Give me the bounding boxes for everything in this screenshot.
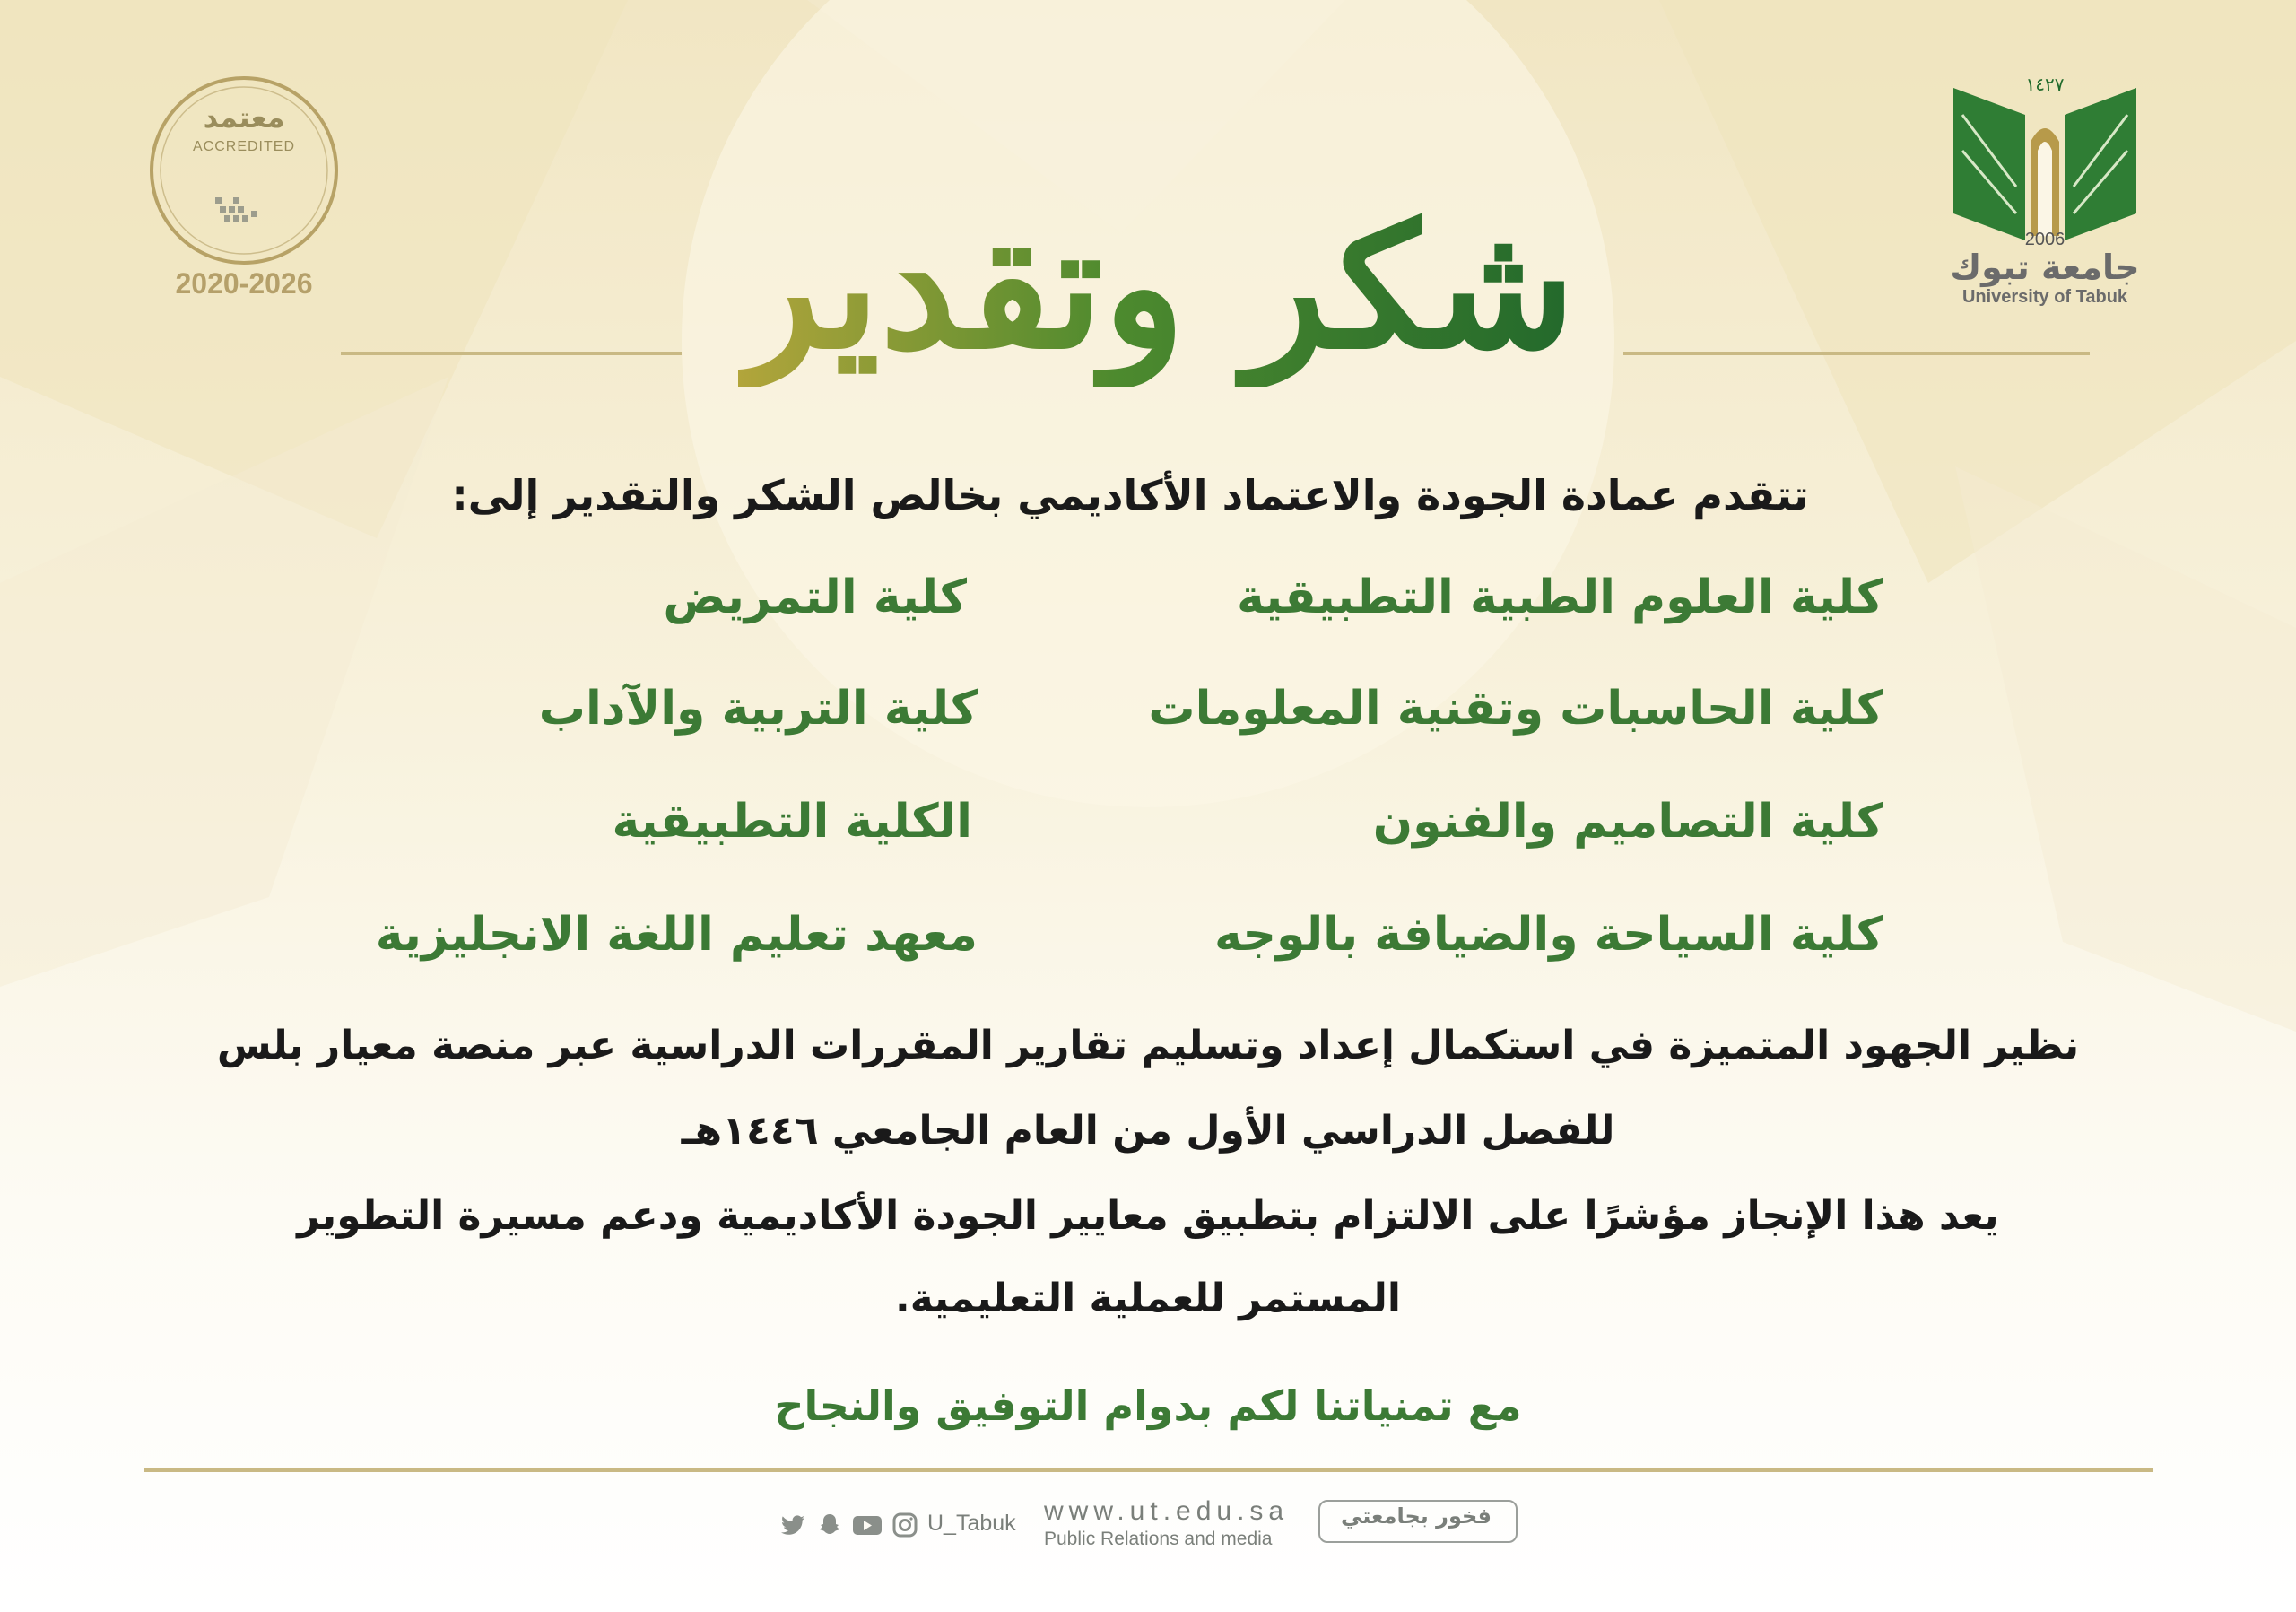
accreditation-label-en: ACCREDITED (192, 139, 295, 154)
footer-divider (144, 1468, 2152, 1472)
title-divider-left (341, 352, 682, 355)
college-item: الكلية التطبيقية (612, 795, 972, 849)
university-logo-emblem (1953, 79, 2136, 240)
college-item: كلية الحاسبات وتقنية المعلومات (1148, 682, 1883, 736)
body-line: المستمر للعملية التعليمية. (895, 1276, 1401, 1321)
department-label: Public Relations and media (1044, 1529, 1273, 1549)
university-year: 2006 (2024, 230, 2066, 249)
title-divider-right (1623, 352, 2090, 355)
social-icons (780, 1507, 918, 1543)
intro-text: تتقدم عمادة الجودة والاعتماد الأكاديمي بخالص الشكر والتقدير إلى: (451, 471, 1809, 519)
snapchat-icon[interactable] (816, 1512, 843, 1538)
page-title-text: شكر وتقدير (738, 187, 1576, 387)
instagram-icon[interactable] (891, 1512, 918, 1538)
twitter-icon[interactable] (780, 1512, 807, 1538)
college-item: معهد تعليم اللغة الانجليزية (375, 908, 978, 962)
university-name-ar: جامعة تبوك (1950, 248, 2140, 287)
accreditation-label-ar: معتمد (203, 100, 285, 135)
slogan-text: فخور بجامعتي (1340, 1503, 1492, 1529)
accreditation-years: 2020-2026 (175, 267, 313, 300)
social-handle[interactable]: U_Tabuk (927, 1511, 1016, 1536)
page-title (735, 152, 1578, 422)
closing-text: مع تمنياتنا لكم بدوام التوفيق والنجاح (774, 1381, 1522, 1430)
university-name-en: University of Tabuk (1961, 287, 2128, 307)
website-link[interactable]: www.ut.edu.sa (1044, 1496, 1290, 1526)
youtube-icon[interactable] (852, 1512, 883, 1538)
body-line: للفصل الدراسي الأول من العام الجامعي ١٤٤٦هـ (681, 1108, 1615, 1154)
college-item: كلية التربية والآداب (538, 682, 978, 736)
college-item: كلية السياحة والضيافة بالوجه (1213, 908, 1883, 962)
body-line: يعد هذا الإنجاز مؤشرًا على الالتزام بتطبيق معايير الجودة الأكاديمية ودعم مسيرة التطوير (297, 1193, 1999, 1239)
college-item: كلية العلوم الطبية التطبيقية (1236, 571, 1883, 624)
college-item: كلية التصاميم والفنون (1372, 795, 1883, 849)
college-item: كلية التمريض (663, 571, 967, 624)
body-line: نظير الجهود المتميزة في استكمال إعداد وتسليم تقارير المقررات الدراسية عبر منصة معيار بلس (216, 1023, 2080, 1068)
university-year-hijri: ١٤٢٧ (2025, 74, 2065, 95)
